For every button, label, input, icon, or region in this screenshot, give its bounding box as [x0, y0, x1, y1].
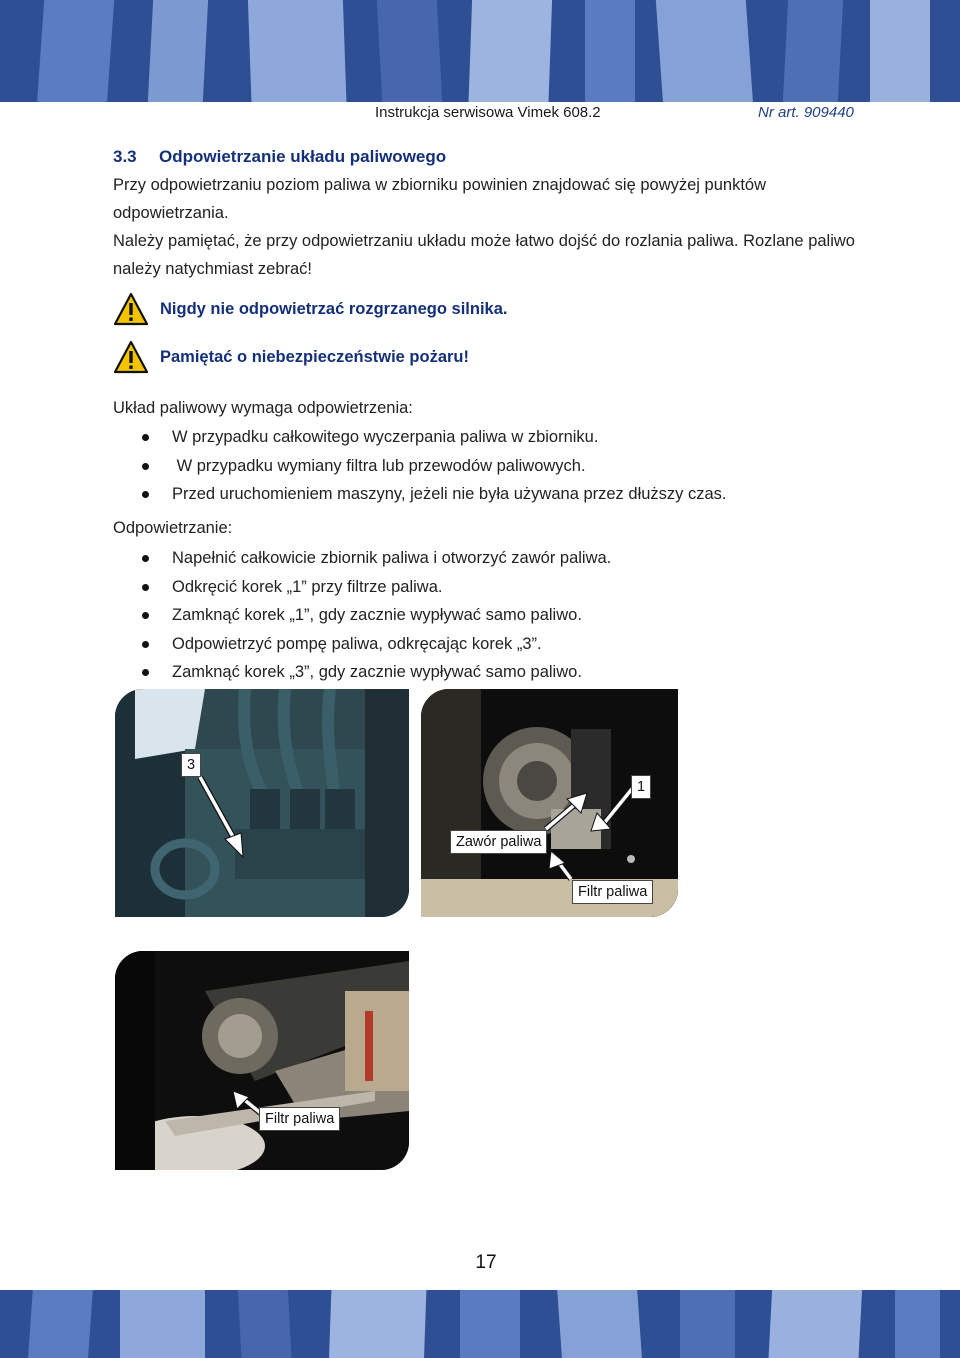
callout-label: Filtr paliwa [572, 880, 653, 904]
procedure-list [113, 544, 873, 687]
warning-hot-engine [113, 291, 507, 327]
warning-text: Pamiętać o niebezpieczeństwie pożaru! [160, 347, 470, 366]
bullet-icon [142, 641, 149, 648]
section-heading [113, 147, 446, 167]
warning-triangle-icon [113, 340, 149, 374]
photo-fuel-valve-filter [421, 689, 678, 917]
callout-label: Zawór paliwa [450, 830, 547, 854]
list-item: Napełnić całkowicie zbiornik paliwa i otworzyć zawór paliwa. [113, 544, 873, 573]
header-article-number: Nr art. 909440 [758, 104, 854, 121]
warning-triangle-icon [113, 292, 149, 326]
bullet-icon [142, 555, 149, 562]
paragraph-fuel-level: Przy odpowietrzaniu poziom paliwa w zbiorniku powinien znajdować się powyżej punktów odpowietrzania. [113, 176, 766, 222]
top-decorative-band [0, 0, 960, 102]
list-item: Odpowietrzyć pompę paliwa, odkręcając korek „3”. [113, 630, 873, 659]
list-item: W przypadku całkowitego wyczerpania paliwa w zbiorniku. [113, 423, 873, 452]
list-item: Odkręcić korek „1” przy filtrze paliwa. [113, 573, 873, 602]
list-item: W przypadku wymiany filtra lub przewodów paliwowych. [113, 452, 873, 481]
photo-injection-pump-illustration [115, 689, 409, 917]
section-title: Odpowietrzanie układu paliwowego [159, 147, 447, 166]
bullet-icon [142, 434, 149, 441]
bottom-decorative-band [0, 1290, 960, 1358]
bullet-icon [142, 463, 149, 470]
photo-injection-pump [115, 689, 409, 917]
warning-text: Nigdy nie odpowietrzać rozgrzanego silnika. [160, 299, 508, 318]
bullet-icon [142, 584, 149, 591]
photo-fuel-filter-under-illustration [115, 951, 409, 1170]
bullet-icon [142, 491, 149, 498]
list-item: Zamknąć korek „1”, gdy zacznie wypływać samo paliwo. [113, 601, 873, 630]
bullet-icon [142, 669, 149, 676]
photo-fuel-filter-under [115, 951, 409, 1170]
callout-label: Filtr paliwa [259, 1107, 340, 1131]
bullet-icon [142, 612, 149, 619]
list-item: Zamknąć korek „3”, gdy zacznie wypływać samo paliwo. [113, 658, 873, 687]
requires-intro: Układ paliwowy wymaga odpowietrzenia: [113, 399, 413, 417]
callout-label: 3 [181, 753, 201, 777]
header-document-title: Instrukcja serwisowa Vimek 608.2 [375, 104, 601, 121]
paragraph-spill-notice: Należy pamiętać, że przy odpowietrzaniu układu może łatwo dojść do rozlania paliwa. Rozlane paliwo należy natychmiast zebrać! [113, 232, 855, 278]
callout-label: 1 [631, 775, 651, 799]
procedure-intro: Odpowietrzanie: [113, 519, 233, 537]
requires-list [113, 423, 873, 509]
warning-fire-hazard [113, 339, 469, 375]
list-item: Przed uruchomieniem maszyny, jeżeli nie była używana przez dłuższy czas. [113, 480, 873, 509]
page-number: 17 [475, 1252, 497, 1273]
section-number: 3.3 [113, 147, 137, 166]
